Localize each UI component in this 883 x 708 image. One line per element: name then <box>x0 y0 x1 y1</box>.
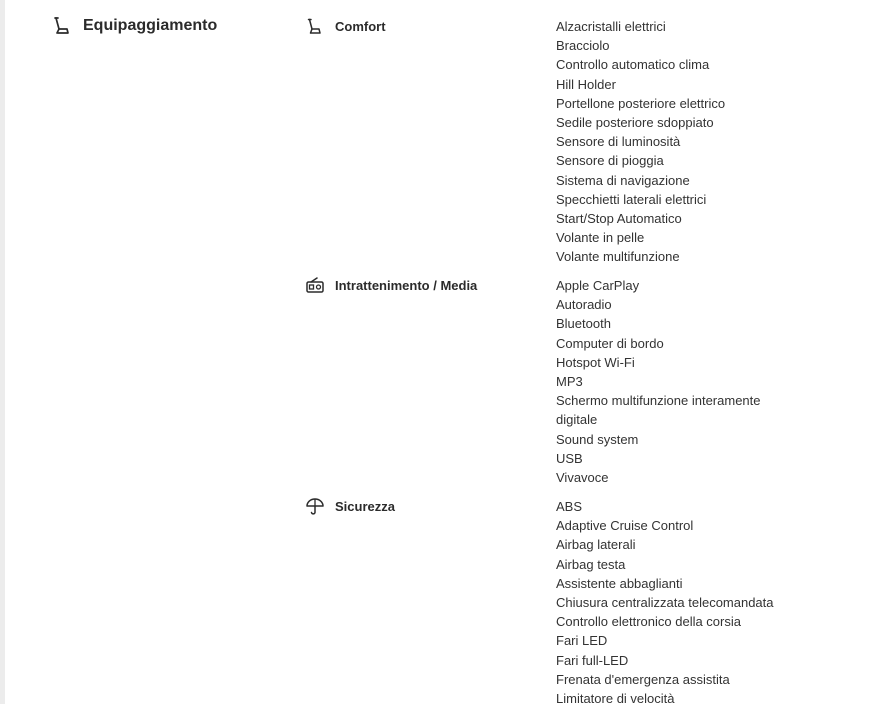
list-item: Airbag testa <box>556 556 626 572</box>
feature-list <box>556 17 786 267</box>
feature-list <box>556 276 786 487</box>
list-item: Alzacristalli elettrici <box>556 19 666 34</box>
list-item: Bracciolo <box>556 38 610 54</box>
list-item: Hill Holder <box>556 76 616 92</box>
list-item: Fari full-LED <box>556 652 629 668</box>
seat-icon <box>52 15 72 37</box>
seat-icon <box>305 17 325 36</box>
list-item: Sound system <box>556 431 639 447</box>
feature-list <box>556 497 786 708</box>
umbrella-icon <box>305 497 325 516</box>
list-item: Airbag laterali <box>556 537 636 553</box>
category-header <box>305 276 477 295</box>
list-item: Sistema di navigazione <box>556 172 690 188</box>
category-header <box>305 17 386 36</box>
list-item: Portellone posteriore elettrico <box>556 95 726 111</box>
list-item: ABS <box>556 499 583 514</box>
list-item: Chiusura centralizzata telecomandata <box>556 595 774 611</box>
list-item: Volante in pelle <box>556 230 645 246</box>
list-item: Volante multifunzione <box>556 249 680 265</box>
list-item: Schermo multifunzione interamente digitale <box>556 393 761 428</box>
section-title: Equipaggiamento <box>83 17 218 34</box>
category-label: Comfort <box>335 19 386 34</box>
list-item: Sedile posteriore sdoppiato <box>556 115 714 131</box>
list-item: Computer di bordo <box>556 335 664 351</box>
list-item: Apple CarPlay <box>556 278 640 293</box>
list-item: Vivavoce <box>556 470 609 486</box>
category-header <box>305 497 395 516</box>
list-item: Sensore di pioggia <box>556 153 664 169</box>
list-item: Controllo elettronico della corsia <box>556 614 741 630</box>
section-header <box>52 14 217 38</box>
left-border <box>0 0 5 704</box>
list-item: Limitatore di velocità <box>556 691 675 707</box>
category-label: Intrattenimento / Media <box>335 278 478 293</box>
list-item: Start/Stop Automatico <box>556 211 682 227</box>
list-item: Bluetooth <box>556 316 611 332</box>
list-item: Specchietti laterali elettrici <box>556 191 707 207</box>
list-item: Adaptive Cruise Control <box>556 518 694 534</box>
list-item: MP3 <box>556 374 583 390</box>
list-item: Sensore di luminosità <box>556 134 681 150</box>
list-item: Controllo automatico clima <box>556 57 710 73</box>
radio-icon <box>305 276 325 295</box>
list-item: USB <box>556 450 583 466</box>
category-label: Sicurezza <box>335 499 395 514</box>
list-item: Assistente abbaglianti <box>556 575 683 591</box>
list-item: Frenata d'emergenza assistita <box>556 671 730 687</box>
list-item: Fari LED <box>556 633 608 649</box>
list-item: Autoradio <box>556 297 612 313</box>
list-item: Hotspot Wi-Fi <box>556 354 635 370</box>
